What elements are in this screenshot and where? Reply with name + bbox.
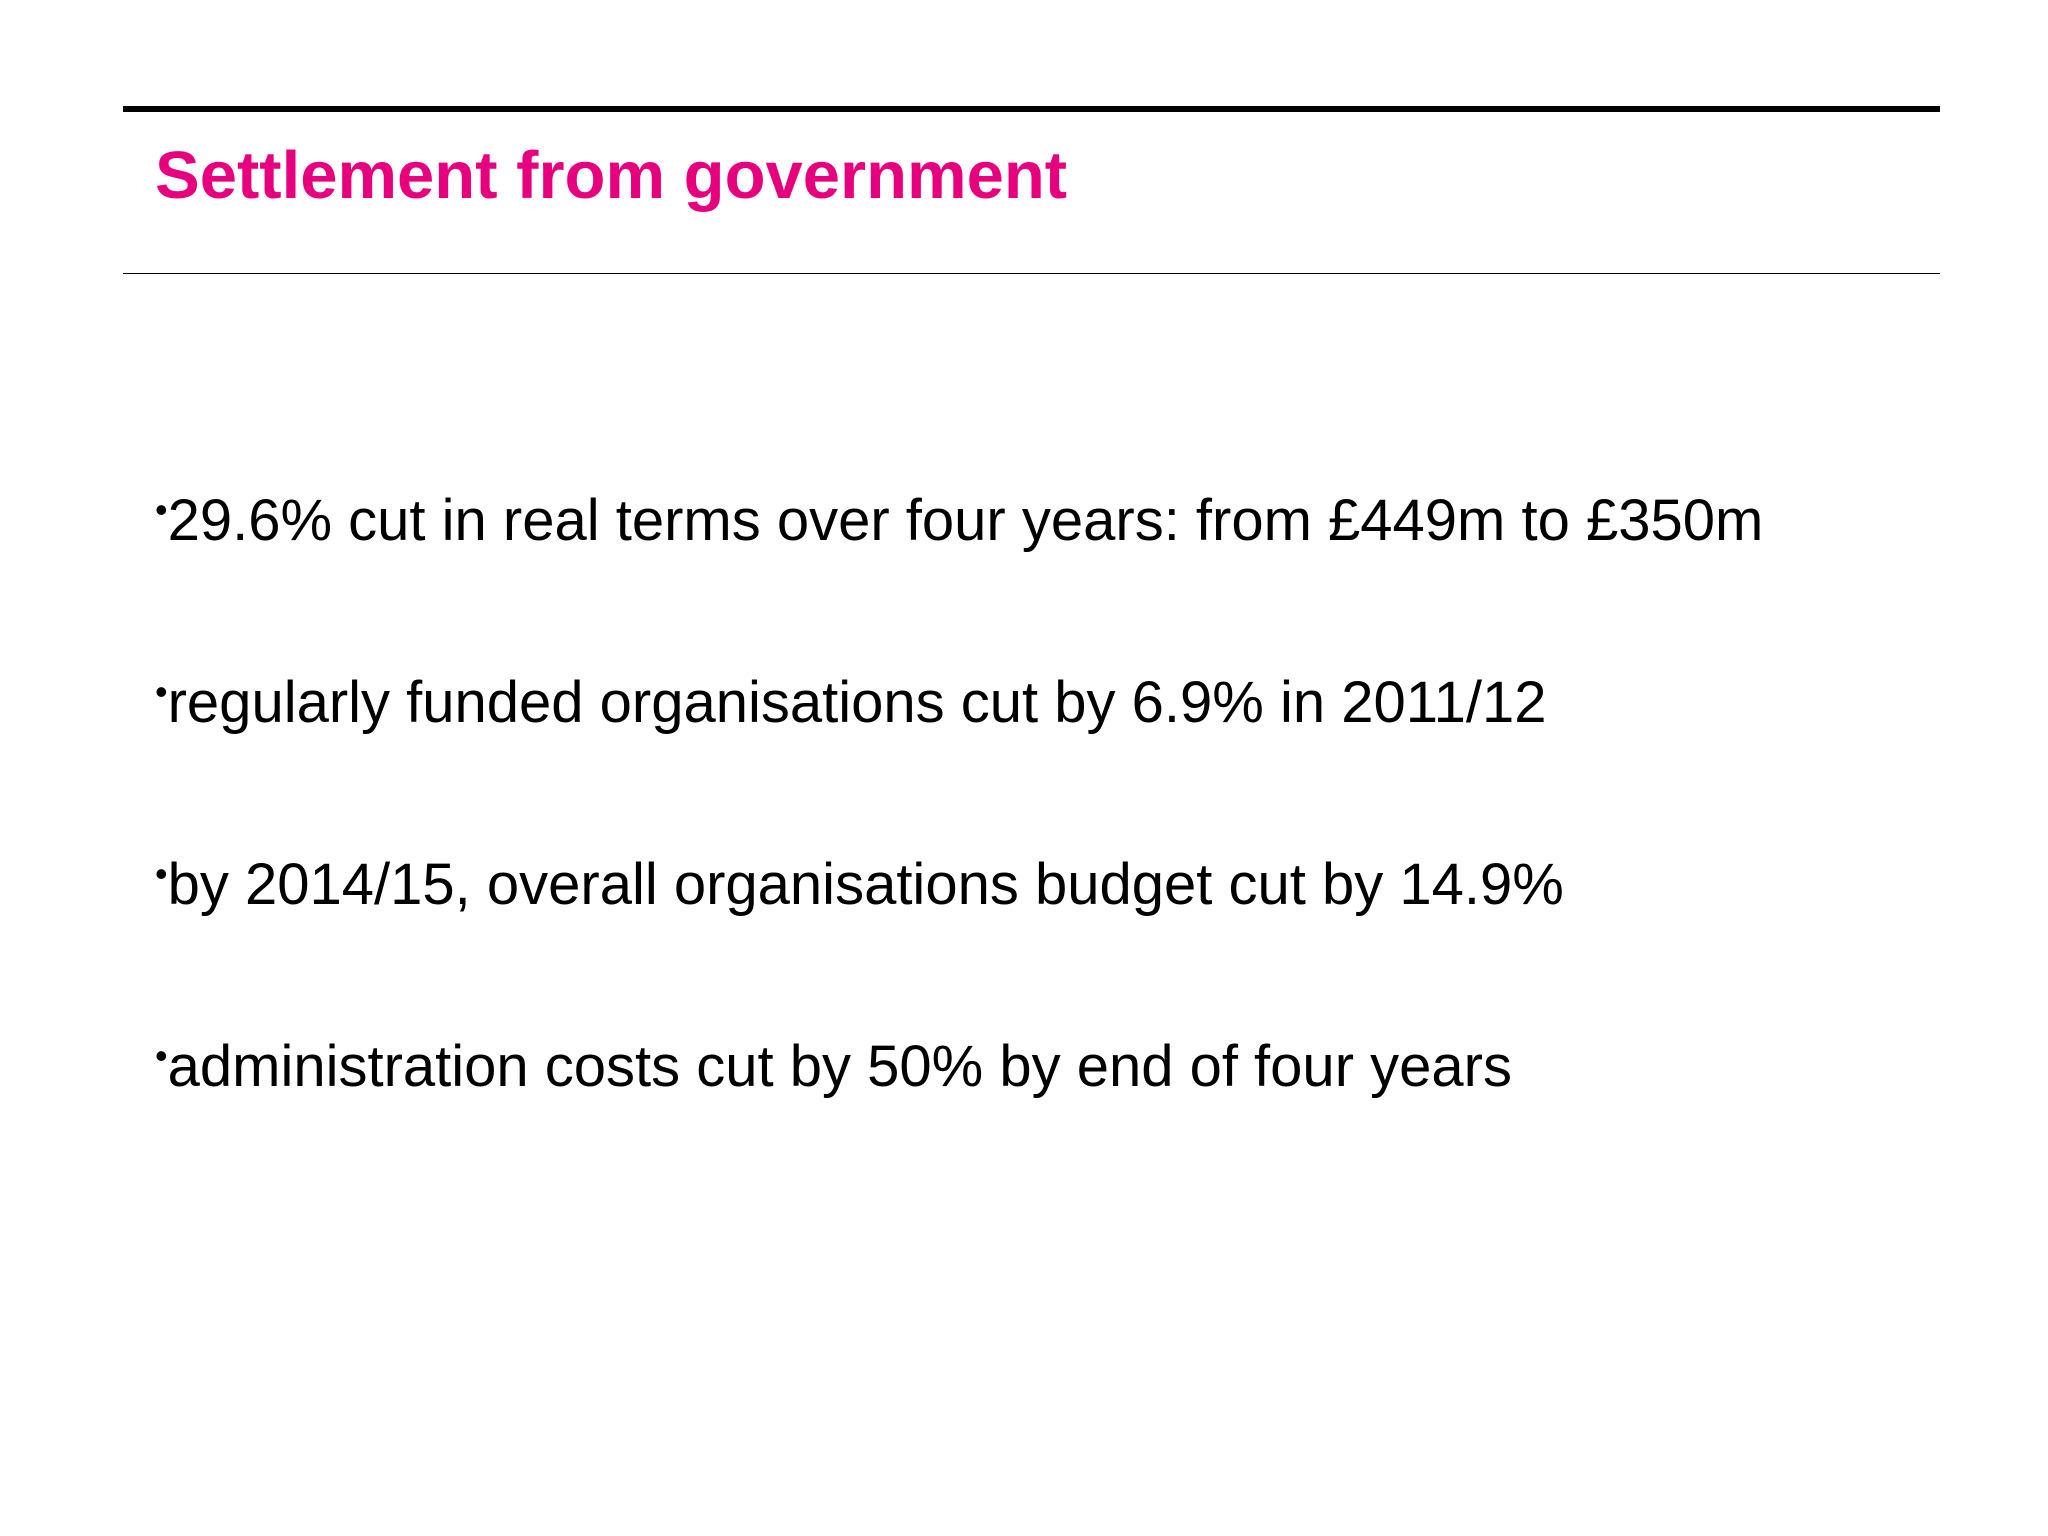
bullet-icon: • xyxy=(155,853,168,894)
bullet-list xyxy=(155,486,1763,1214)
slide-title: Settlement from government xyxy=(155,138,1068,213)
bullet-text: regularly funded organisations cut by 6.9% in 2011/12 xyxy=(167,670,1547,735)
bullet-text: 29.6% cut in real terms over four years: from £449m to £350m xyxy=(167,488,1764,553)
bullet-text: by 2014/15, overall organisations budget cut by 14.9% xyxy=(167,852,1564,917)
bullet-item xyxy=(155,486,1763,668)
bullet-icon: • xyxy=(155,1035,168,1076)
bullet-icon: • xyxy=(155,671,168,712)
bullet-text: administration costs cut by 50% by end of four years xyxy=(167,1034,1512,1099)
title-bottom-rule xyxy=(123,273,1940,274)
bullet-item xyxy=(155,1032,1763,1214)
bullet-icon: • xyxy=(155,489,168,530)
title-top-rule xyxy=(123,106,1940,112)
bullet-item xyxy=(155,668,1763,850)
bullet-item xyxy=(155,850,1763,1032)
